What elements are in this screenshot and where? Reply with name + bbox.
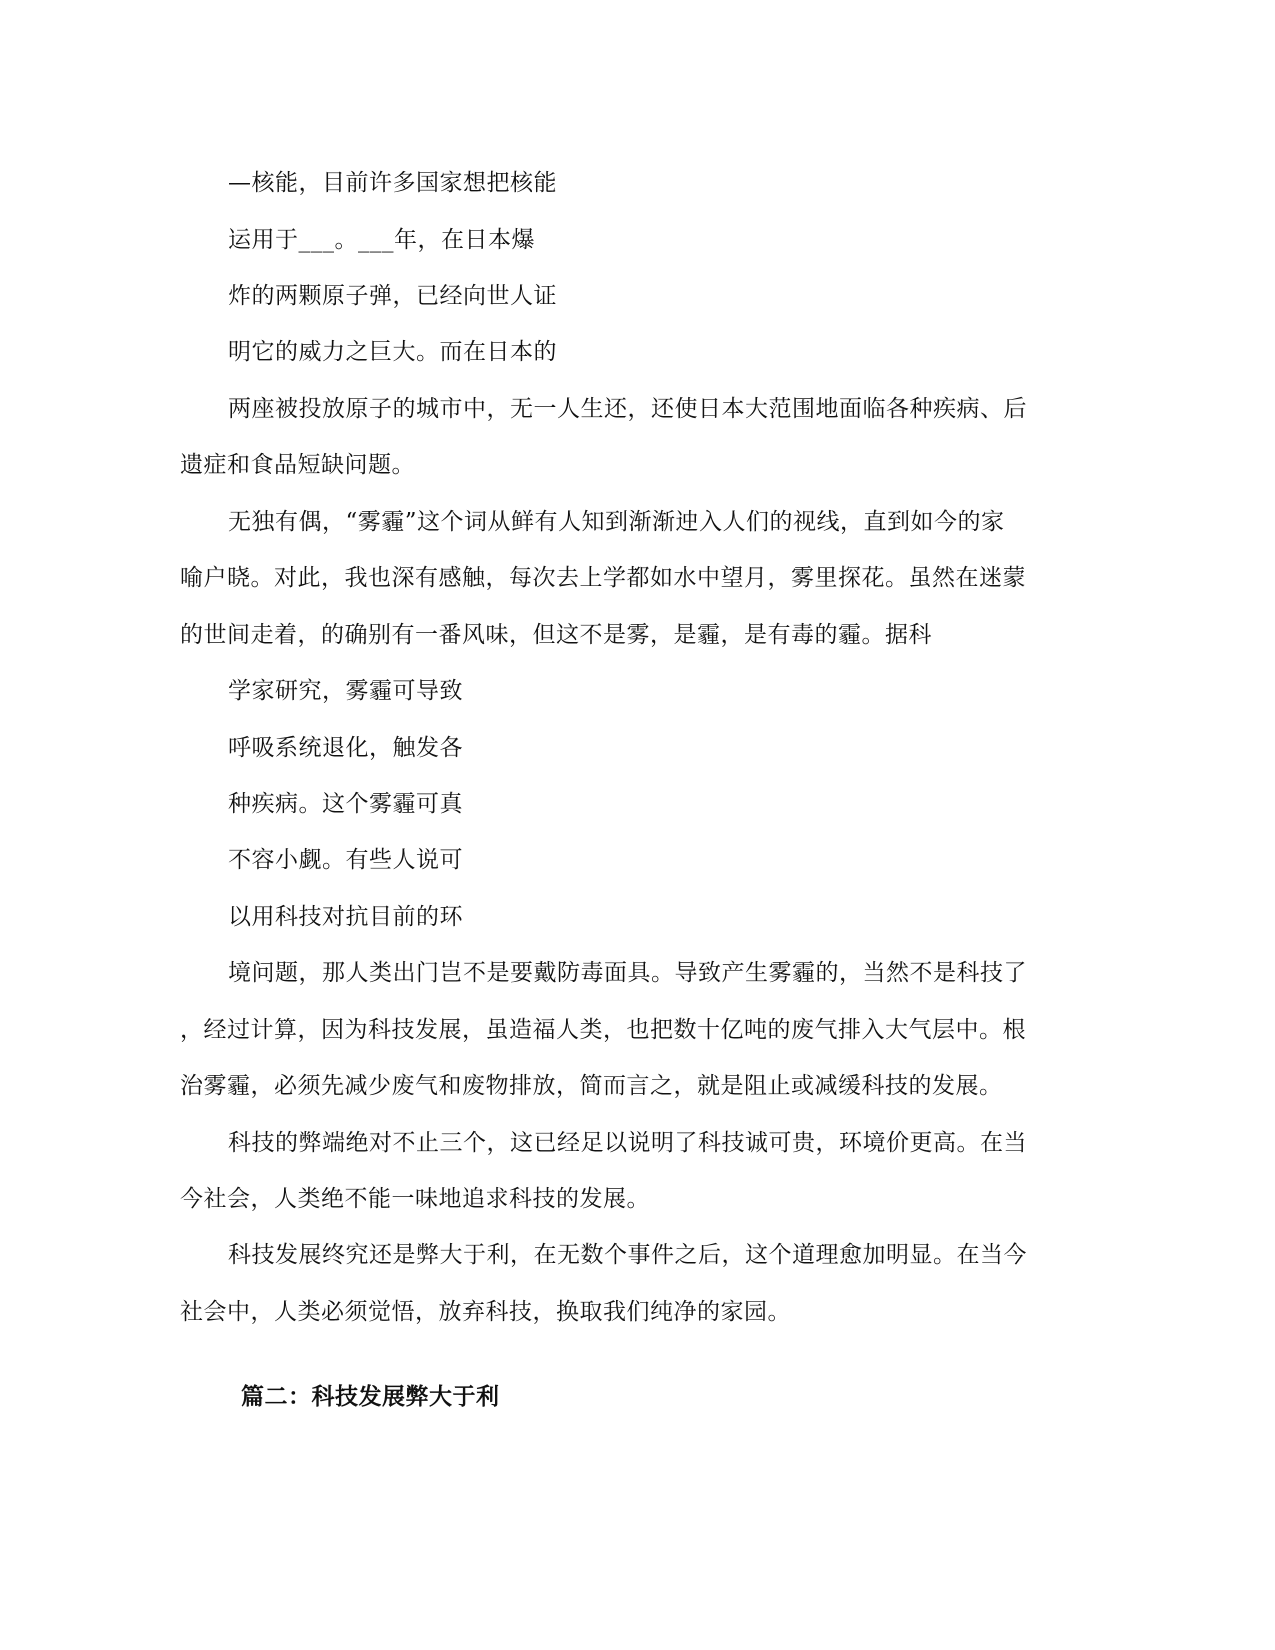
text-line: 呼吸系统退化，触发各	[228, 735, 463, 761]
text-line: 以用科技对抗目前的环	[228, 904, 463, 930]
text-line: 无独有偶，“雾霾”这个词从鲜有人知到渐渐迚入人们的视线，直到如今的家	[228, 509, 1005, 535]
text-line: —核能，目前许多国家想把核能	[228, 170, 557, 196]
text-line: 科技发展终究还是弊大于利，在无数个事件之后，这个道理愈加明显。在当今	[228, 1242, 1027, 1268]
text-line: 明它的威力之巨大。而在日本的	[228, 339, 557, 365]
text-line: 社会中，人类必须觉悟，放弃科技，换取我们纯净的家园。	[180, 1299, 791, 1325]
text-line: 今社会，人类绝不能一味地追求科技的发展。	[180, 1186, 650, 1212]
text-line: ，经过计算，因为科技发展，虽造福人类，也把数十亿吨的废气排入大气层中。根	[180, 1017, 1026, 1043]
text-line: 遗症和食品短缺问题。	[180, 452, 415, 478]
text-line: 学家研究，雾霾可导致	[228, 678, 463, 704]
text-line: 喻户晓。对此，我也深有感触，每次去上学都如水中望月，雾里探花。虽然在迷蒙	[180, 565, 1026, 591]
text-line: 种疾病。这个雾霾可真	[228, 791, 463, 817]
text-line: 境问题，那人类出门岂不是要戴防毒面具。导致产生雾霾的，当然不是科技了	[228, 960, 1027, 986]
section-heading: 篇二：科技发展弊大于利	[241, 1383, 500, 1410]
text-line: 两座被投放原子的城市中，无一人生还，还使日本大范围地面临各种疾病、后	[228, 396, 1027, 422]
text-line: 的世间走着，的确别有一番风味，但这不是雾，是霾，是有毒的霾。据科	[180, 622, 932, 648]
text-line: 科技的弊端绝对不止三个，这已经足以说明了科技诚可贵，环境价更高。在当	[228, 1130, 1027, 1156]
text-line: 不容小觑。有些人说可	[228, 847, 463, 873]
text-line: 治雾霾，必须先减少废气和废物排放，简而言之，就是阻止或减缓科技的发展。	[180, 1073, 1003, 1099]
text-line: 运用于___。___年，在日本爆	[228, 227, 535, 253]
text-line: 炸的两颗原子弹，已经向世人证	[228, 283, 557, 309]
